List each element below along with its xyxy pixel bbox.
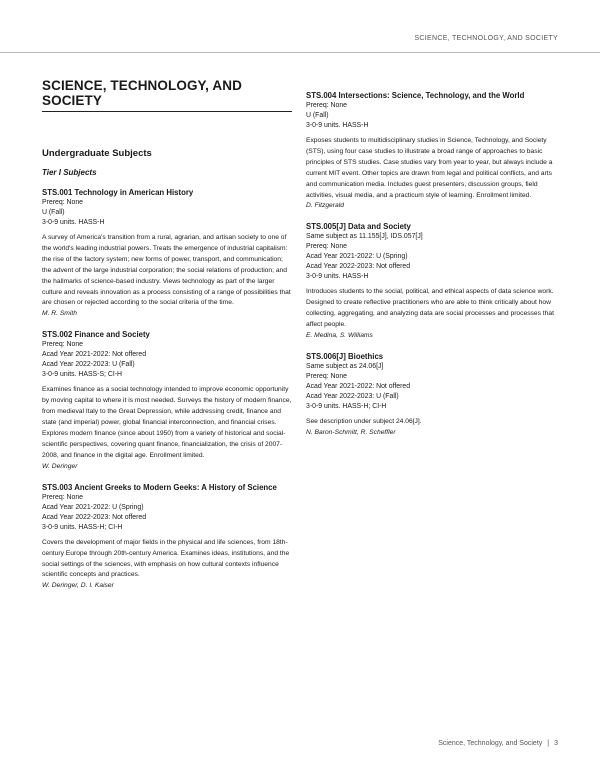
prereq-line: Prereq: None	[42, 341, 83, 349]
prereq-line: Prereq: None	[42, 493, 83, 501]
course-description: Introduces students to the social, political, and ethical aspects of data science work. Designed to create reflective practitioners who are able to think critically about how collecting, aggregating, and analyzing data are social processes and processes that affect people.	[306, 288, 554, 329]
term-line: U (Fall)	[42, 209, 65, 216]
term-line: Acad Year 2021-2022: Not offered	[42, 351, 147, 359]
tier-heading: Tier I Subjects	[42, 168, 97, 177]
course-entry	[42, 187, 292, 319]
term-line: U (Fall)	[306, 112, 329, 119]
course-instructors: W. Deringer	[42, 462, 78, 470]
course-title: STS.001 Technology in American History	[42, 188, 194, 197]
footer-label: Science, Technology, and Society	[438, 740, 543, 747]
units-line: 3-0-9 units. HASS-H	[42, 219, 105, 226]
course-description: Covers the development of major fields in the physical and life sciences, from 18th-century Europe through 20th-century America. Examines ideas, institutions, and the social settings of the sciences, with emphasis on how cultural contexts influence scientific concepts and practices.	[42, 538, 290, 579]
right-column	[306, 90, 562, 448]
left-column	[42, 78, 292, 601]
term-line: Acad Year 2022-2023: U (Fall)	[42, 361, 135, 369]
course-instructors: D. Fitzgerald	[306, 202, 344, 210]
page-footer	[438, 740, 558, 747]
prereq-line: Prereq: None	[306, 373, 347, 381]
same-subject-line: Same subject as 24.06[J]	[306, 363, 384, 371]
course-entry	[306, 221, 562, 341]
course-title: STS.004 Intersections: Science, Technology, and the World	[306, 91, 525, 100]
course-entry	[306, 351, 562, 438]
course-description: Exposes students to multidisciplinary studies in Science, Technology, and Society (STS), using four case studies to illustrate a broad range of approaches to basic principles of STS studies. Case studies vary from year to year, but always include a current MIT event. Other topics are drawn from legal and political conflicts, and arts and communication media. Includes guest presenters, discussion groups, field activities, visual media, and a practicum style of learning. Enrollment limited.	[306, 137, 553, 199]
term-line: Acad Year 2022-2023: U (Fall)	[306, 393, 399, 401]
course-instructors: E. Medina, S. Williams	[306, 332, 373, 340]
course-title: STS.002 Finance and Society	[42, 330, 150, 340]
prereq-line: Prereq: None	[42, 199, 83, 206]
course-description: Examines finance as a social technology intended to improve economic opportunity by moving capital to where it is most needed. Surveys the history of modern finance, from medieval Italy to the Great Depression, while addressing credit, finance and state (and imperial) power, global financial interconnection, and financial crises. Explores modern finance (since about 1950) from a variety of historical and social-scientific perspectives, covering quant finance, financialization, the crisis of 2007-2008, and finance in the digital age. Enrollment limited.	[42, 386, 292, 459]
course-description: A survey of America's transition from a rural, agrarian, and artisan society to one of the world's leading industrial powers. Treats the emergence of industrial capitalism: the rise of the factory system; new forms of power, transport, and communication; the advent of the large industrial corporation; the social relations of production; and the hallmarks of science-based industry. Views technology as part of the larger culture and reveals innovation as a process consisting of a range of possibilities that are chosen or rejected according to the social criteria of the time.	[42, 234, 291, 307]
course-title: STS.003 Ancient Greeks to Modern Geeks: A History of Science	[42, 482, 277, 492]
course-instructors: W. Deringer, D. I. Kaiser	[42, 582, 114, 590]
prereq-line: Prereq: None	[306, 102, 347, 109]
course-entry	[42, 329, 292, 471]
units-line: 3-0-9 units. HASS-H; CI-H	[306, 403, 387, 411]
term-line: Acad Year 2021-2022: U (Spring)	[306, 253, 408, 261]
units-line: 3-0-9 units. HASS-H	[306, 273, 369, 281]
term-line: Acad Year 2021-2022: Not offered	[306, 383, 411, 391]
same-subject-line: Same subject as 11.155[J], IDS.057[J]	[306, 233, 423, 241]
section-title: SCIENCE, TECHNOLOGY, AND SOCIETY	[42, 78, 292, 112]
running-head: SCIENCE, TECHNOLOGY, AND SOCIETY	[414, 35, 558, 42]
term-line: Acad Year 2022-2023: Not offered	[306, 263, 411, 271]
footer-separator: |	[547, 740, 550, 747]
course-instructors: N. Baron-Schmitt, R. Scheffler	[306, 428, 396, 436]
course-entry	[42, 482, 292, 592]
units-line: 3-0-9 units. HASS-H	[306, 122, 369, 129]
term-line: Acad Year 2021-2022: U (Spring)	[42, 503, 144, 511]
course-instructors: M. R. Smith	[42, 310, 77, 318]
prereq-line: Prereq: None	[306, 243, 347, 251]
header-rule	[0, 52, 600, 53]
course-title: STS.006[J] Bioethics	[306, 352, 384, 362]
page-number: 3	[554, 740, 558, 747]
undergrad-heading: Undergraduate Subjects	[42, 148, 152, 159]
units-line: 3-0-9 units. HASS-H; CI-H	[42, 523, 123, 531]
course-description: See description under subject 24.06[J].	[306, 418, 422, 426]
course-entry	[306, 90, 562, 211]
term-line: Acad Year 2022-2023: Not offered	[42, 513, 147, 521]
units-line: 3-0-9 units. HASS-S; CI-H	[42, 371, 123, 379]
course-title: STS.005[J] Data and Society	[306, 222, 411, 232]
